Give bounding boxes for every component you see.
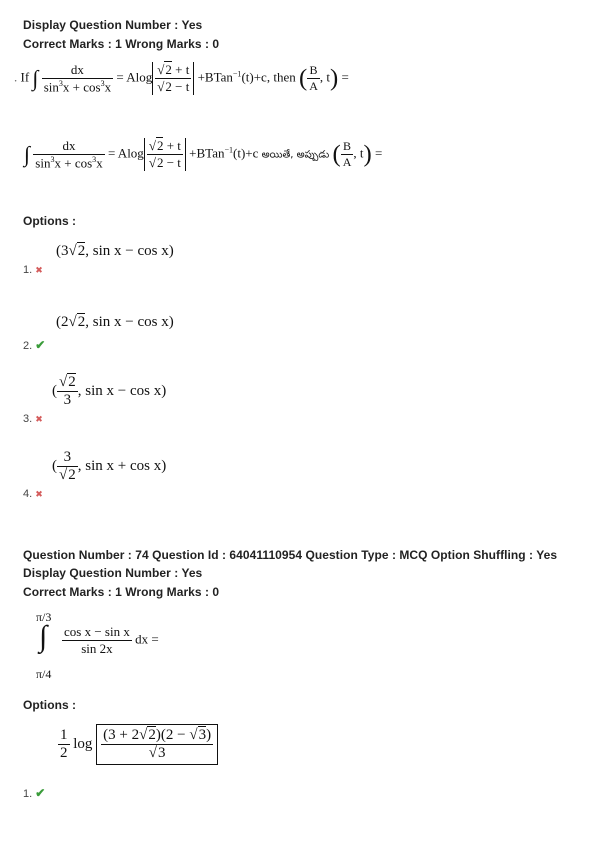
option-1-number: 1. ✔ xyxy=(23,786,46,800)
option-4-number: 4. ✖ xyxy=(23,488,43,500)
cross-icon: ✖ xyxy=(35,414,43,424)
option-3-math[interactable]: ( $\frac{√2}{3}$ , sin x − cos x) xyxy=(52,374,167,408)
stem-if: If xyxy=(20,69,30,85)
cross-icon: ✖ xyxy=(35,489,43,499)
check-icon: ✔ xyxy=(35,338,46,352)
options-label: Options : xyxy=(23,214,77,228)
question-stem: π/3 ∫ π/4 $\frac{\text{cos x − sin x}}{\sin 2x}$ dx = xyxy=(36,610,159,681)
display-question-number: Display Question Number : Yes xyxy=(23,566,203,580)
options-label: Options : xyxy=(23,698,77,712)
question-stem-telugu: ∫ $\frac{dx}{\sin^3x + \cos^3x}$ = Alog $\frac{√2 + t}{√2 - t}$ +BTan$^{-1}$(t)+c అయితే, అప్పుడు ( $\frac{B}{A}$ , t) = xyxy=(24,138,383,171)
option-3-number: 3. ✖ xyxy=(23,413,43,425)
marks-info: Correct Marks : 1 Wrong Marks : 0 xyxy=(23,585,220,599)
option-1-number: 1. ✖ xyxy=(23,264,43,276)
cross-icon: ✖ xyxy=(35,265,43,275)
display-question-number: Display Question Number : Yes xyxy=(23,18,203,32)
question-header: Question Number : 74 Question Id : 64041110954 Question Type : MCQ Option Shuffling : Yes xyxy=(23,548,558,562)
check-icon: ✔ xyxy=(35,786,46,800)
option-2-number: 2. ✔ xyxy=(23,338,46,352)
option-1-math[interactable]: (3√2, sin x − cos x) xyxy=(56,243,174,259)
option-4-math[interactable]: ( $\frac{3}{√2}$ , sin x + cos x) xyxy=(52,449,167,483)
marks-info: Correct Marks : 1 Wrong Marks : 0 xyxy=(23,37,220,51)
option-2-math[interactable]: (2√2, sin x − cos x) xyxy=(56,314,174,330)
stem-then: then xyxy=(273,69,296,85)
stem-telugu-then: అయితే, అప్పుడు xyxy=(261,149,330,161)
option-1-math[interactable]: $\frac{1}{2}$ log $\frac{(3 + 2√2)(2 - √3)}{√3}$ xyxy=(58,724,218,765)
question-stem-english: . If ∫ $\frac{dx}{\sin^3x + \cos^3x}$ = Alog $\frac{√2 + t}{√2 - t}$ +BTan$^{-1}$(t)+c, then ( $\frac{B}{A}$ , t) = xyxy=(14,62,349,95)
